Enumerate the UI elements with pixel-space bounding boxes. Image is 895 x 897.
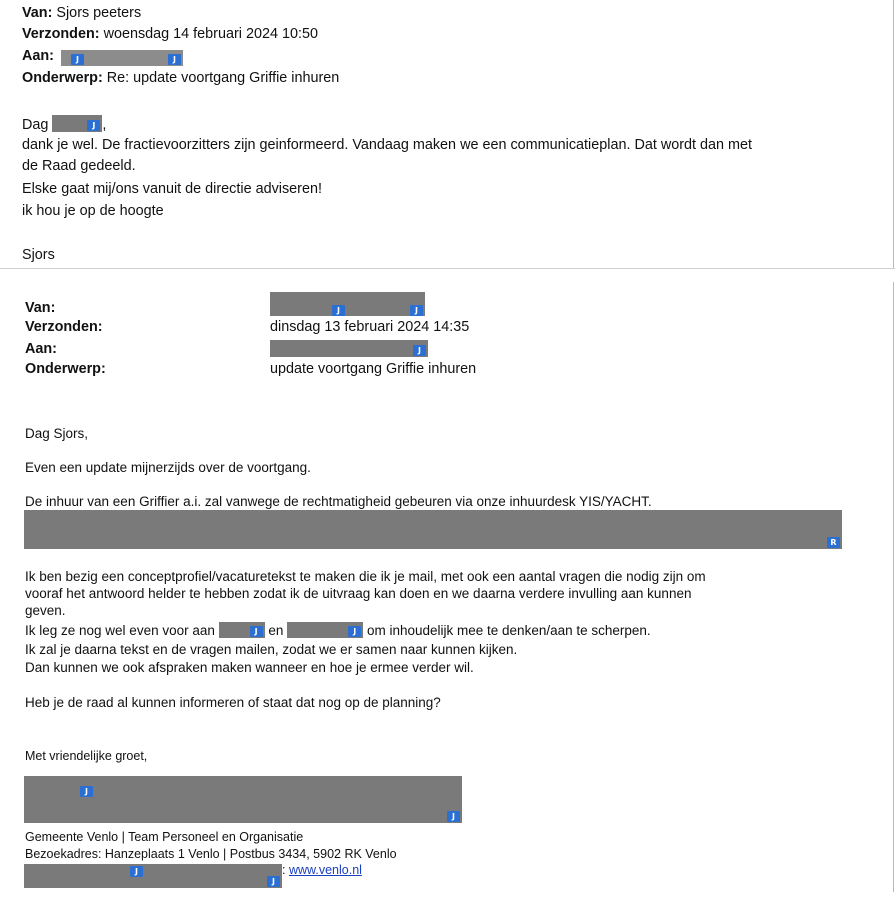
reply-greeting-text: Dag xyxy=(22,117,49,133)
orig-p4-redaction-1 xyxy=(219,622,265,638)
page-right-border-lower xyxy=(893,282,894,892)
orig-paragraph-2: De inhuur van een Griffier a.i. zal vanwege de rechtmatigheid gebeuren via onze inhuurdesk YIS/YACHT. xyxy=(25,494,652,509)
orig-closing: Met vriendelijke groet, xyxy=(25,749,148,763)
orig-signature-web xyxy=(282,862,362,879)
reply-to-label: Aan: xyxy=(22,48,54,64)
orig-paragraph-3-line-1: Ik ben bezig een conceptprofiel/vacaturetekst te maken die ik je mail, met ook een aantal vragen die nodig zijn om xyxy=(25,569,706,584)
reply-sent-value: woensdag 14 februari 2024 10:50 xyxy=(103,26,318,42)
redaction-tag: J xyxy=(410,305,423,316)
reply-line-4: ik hou je op de hoogte xyxy=(22,203,164,219)
orig-paragraph-4 xyxy=(25,622,651,639)
orig-subject-label: Onderwerp: xyxy=(25,361,106,377)
reply-to-redaction xyxy=(61,50,183,66)
orig-sender-name-redaction xyxy=(24,776,462,823)
redaction-tag: J xyxy=(250,626,263,637)
redaction-tag: J xyxy=(348,626,361,637)
orig-paragraph-5: Ik zal je daarna tekst en de vragen mailen, zodat we er samen naar kunnen kijken. xyxy=(25,642,518,657)
orig-signature-address: Bezoekadres: Hanzeplaats 1 Venlo | Postbus 3434, 5902 RK Venlo xyxy=(25,847,397,861)
reply-to-row xyxy=(22,46,54,67)
reply-sent-label: Verzonden: xyxy=(22,26,100,42)
orig-paragraph-3-line-3: geven. xyxy=(25,603,66,618)
reply-greeting-redaction xyxy=(52,115,102,132)
page-right-border xyxy=(893,0,894,268)
orig-paragraph-3-line-2: vooraf het antwoord helder te hebben zodat ik de uitvraag kan doen en we daarna verdere invulling aan kunnen xyxy=(25,586,692,601)
reply-line-1: dank je wel. De fractievoorzitters zijn geinformeerd. Vandaag maken we een communicatieplan. Dat wordt dan met xyxy=(22,137,753,153)
orig-greeting: Dag Sjors, xyxy=(25,426,89,441)
reply-from-row xyxy=(22,3,141,24)
redaction-tag: J xyxy=(267,876,280,887)
orig-sent-label: Verzonden: xyxy=(25,319,103,335)
orig-p4-part-b: en xyxy=(268,623,284,638)
orig-p4-part-c: om inhoudelijk mee te denken/aan te scherpen. xyxy=(366,623,651,638)
reply-subject-value: Re: update voortgang Griffie inhuren xyxy=(106,70,340,86)
venlo-website-link[interactable]: www.venlo.nl xyxy=(288,863,362,877)
orig-paragraph-1: Even een update mijnerzijds over de voortgang. xyxy=(25,460,311,475)
orig-sent-value: dinsdag 13 februari 2024 14:35 xyxy=(270,319,470,335)
orig-p4-redaction-2 xyxy=(287,622,363,638)
orig-paragraph-6: Dan kunnen we ook afspraken maken wanneer en hoe je ermee verder wil. xyxy=(25,660,474,675)
redaction-tag: J xyxy=(80,786,93,797)
orig-p4-part-a: Ik leg ze nog wel even voor aan xyxy=(25,623,215,638)
reply-signature: Sjors xyxy=(22,247,55,263)
reply-sent-row xyxy=(22,24,318,45)
reply-line-2: de Raad gedeeld. xyxy=(22,158,136,174)
redaction-tag: J xyxy=(130,866,143,877)
redaction-tag: J xyxy=(71,54,84,65)
redaction-tag: J xyxy=(168,54,181,65)
reply-line-3: Elske gaat mij/ons vanuit de directie adviseren! xyxy=(22,181,322,197)
orig-from-label: Van: xyxy=(25,300,56,316)
orig-to-label: Aan: xyxy=(25,341,57,357)
redaction-tag: R xyxy=(827,537,840,548)
page-break-line xyxy=(0,268,895,269)
redaction-tag: J xyxy=(413,345,426,356)
reply-greeting xyxy=(22,115,106,136)
orig-to-redaction xyxy=(270,340,428,357)
reply-greeting-comma: , xyxy=(102,117,107,133)
reply-from-value: Sjors peeters xyxy=(56,5,142,21)
orig-signature-org: Gemeente Venlo | Team Personeel en Organisatie xyxy=(25,830,304,844)
orig-subject-value: update voortgang Griffie inhuren xyxy=(270,361,477,377)
reply-subject-label: Onderwerp: xyxy=(22,70,103,86)
web-separator: : xyxy=(282,863,286,877)
orig-paragraph-redaction xyxy=(24,510,842,549)
orig-signature-contact-redaction xyxy=(24,864,282,888)
orig-from-redaction xyxy=(270,292,425,316)
orig-paragraph-7: Heb je de raad al kunnen informeren of staat dat nog op de planning? xyxy=(25,695,441,710)
reply-from-label: Van: xyxy=(22,5,53,21)
redaction-tag: J xyxy=(447,811,460,822)
redaction-tag: J xyxy=(87,120,100,131)
redaction-tag: J xyxy=(332,305,345,316)
reply-subject-row xyxy=(22,68,339,89)
